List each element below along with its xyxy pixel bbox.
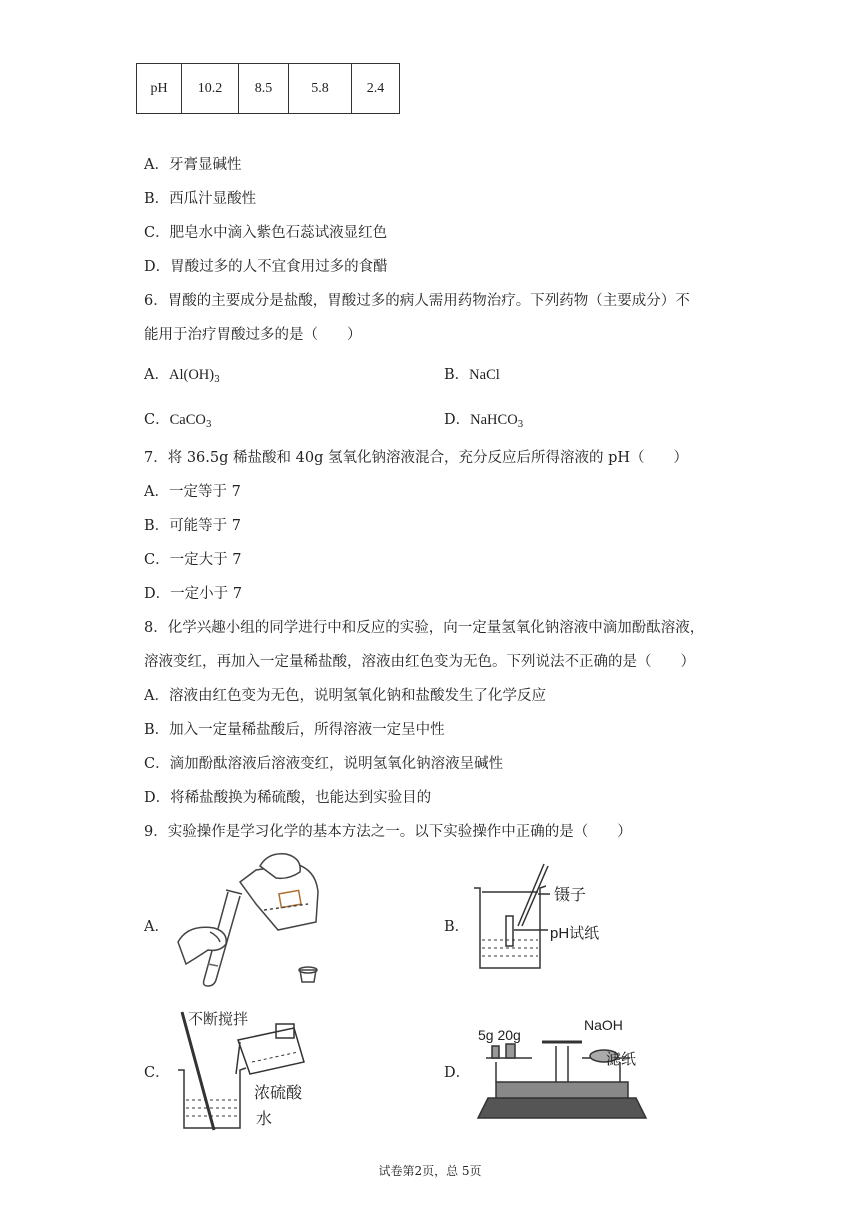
q9-option-a-label: A． [144,919,169,935]
q8-stem-line1: 8．化学兴趣小组的同学进行中和反应的实验，向一定量氢氧化钠溶液中滴加酚酞溶液， [144,620,705,636]
q9-option-d-label: D． [444,1065,471,1081]
formula-text: NaHCO [470,412,518,428]
formula-text: Al(OH) [168,367,215,383]
formula-subscript: 3 [214,375,220,385]
q7-option-a: A．一定等于 7 [144,484,241,500]
option-label: B． [444,367,470,383]
figure-ph-paper-beaker [468,858,608,976]
q7-stem: 7．将 36.5g 稀盐酸和 40g 氢氧化钠溶液混合，充分反应后所得溶液的 pH（ ） [144,450,688,466]
tweezers-label: 镊子 [554,887,587,904]
filter-paper-label: 滤纸 [606,1051,637,1068]
weights-label: 5g 20g [478,1027,521,1043]
table-cell: 10.2 [182,64,239,114]
q5-option-b: B．西瓜汁显酸性 [144,191,257,207]
conc-acid-label: 浓硫酸 [254,1085,303,1102]
formula-text: NaCl [469,367,500,383]
q5-option-a: A．牙膏显碱性 [144,157,242,173]
figure-pouring-liquid [168,852,328,987]
q6-stem-line1: 6．胃酸的主要成分是盐酸，胃酸过多的病人需用药物治疗。下列药物（主要成分）不 [144,293,690,309]
q8-option-a: A．溶液由红色变为无色，说明氢氧化钠和盐酸发生了化学反应 [144,688,546,704]
q8-option-b: B．加入一定量稀盐酸后，所得溶液一定呈中性 [144,722,445,738]
q5-option-d: D．胃酸过多的人不宜食用过多的食醋 [144,259,388,275]
q6-option-a [144,363,220,385]
q7-option-c: C．一定大于 7 [144,552,242,568]
q7-option-d: D．一定小于 7 [144,586,242,602]
q9-option-c-label: C． [144,1065,170,1081]
q6-option-c [144,408,212,430]
naoh-label: NaOH [584,1017,623,1033]
table-header-cell: pH [137,64,182,114]
table-row [137,64,400,114]
q6-stem-line2: 能用于治疗胃酸过多的是（ ） [144,327,362,343]
q8-option-c: C．滴加酚酞溶液后溶液变红，说明氢氧化钠溶液呈碱性 [144,756,504,772]
table-cell: 2.4 [352,64,400,114]
formula-subscript: 3 [205,420,212,430]
q9-stem: 9．实验操作是学习化学的基本方法之一。以下实验操作中正确的是（ ） [144,824,632,840]
table-cell: 5.8 [289,64,352,114]
option-label: C． [144,412,170,428]
ph-paper-label: pH试纸 [550,925,600,942]
ph-table [136,63,400,114]
figure-balance-naoh [472,1012,652,1122]
formula-subscript: 3 [517,420,524,430]
q9-option-b-label: B． [444,919,470,935]
q7-option-b: B．可能等于 7 [144,518,241,534]
water-label: 水 [256,1111,273,1128]
q8-stem-line2: 溶液变红，再加入一定量稀盐酸，溶液由红色变为无色。下列说法不正确的是（ ） [144,654,695,670]
figure-dilute-acid [166,1004,326,1136]
stir-label: 不断搅拌 [188,1011,249,1028]
option-label: A． [144,367,169,383]
table-cell: 8.5 [239,64,289,114]
option-label: D． [444,412,471,428]
formula-text: CaCO [169,412,206,428]
page-footer: 试卷第2页，总 5页 [378,1164,482,1178]
q6-option-b [444,363,500,384]
q8-option-d: D．将稀盐酸换为稀硫酸，也能达到实验目的 [144,790,432,806]
q6-option-d [444,408,523,430]
q5-option-c: C．肥皂水中滴入紫色石蕊试液显红色 [144,225,388,241]
